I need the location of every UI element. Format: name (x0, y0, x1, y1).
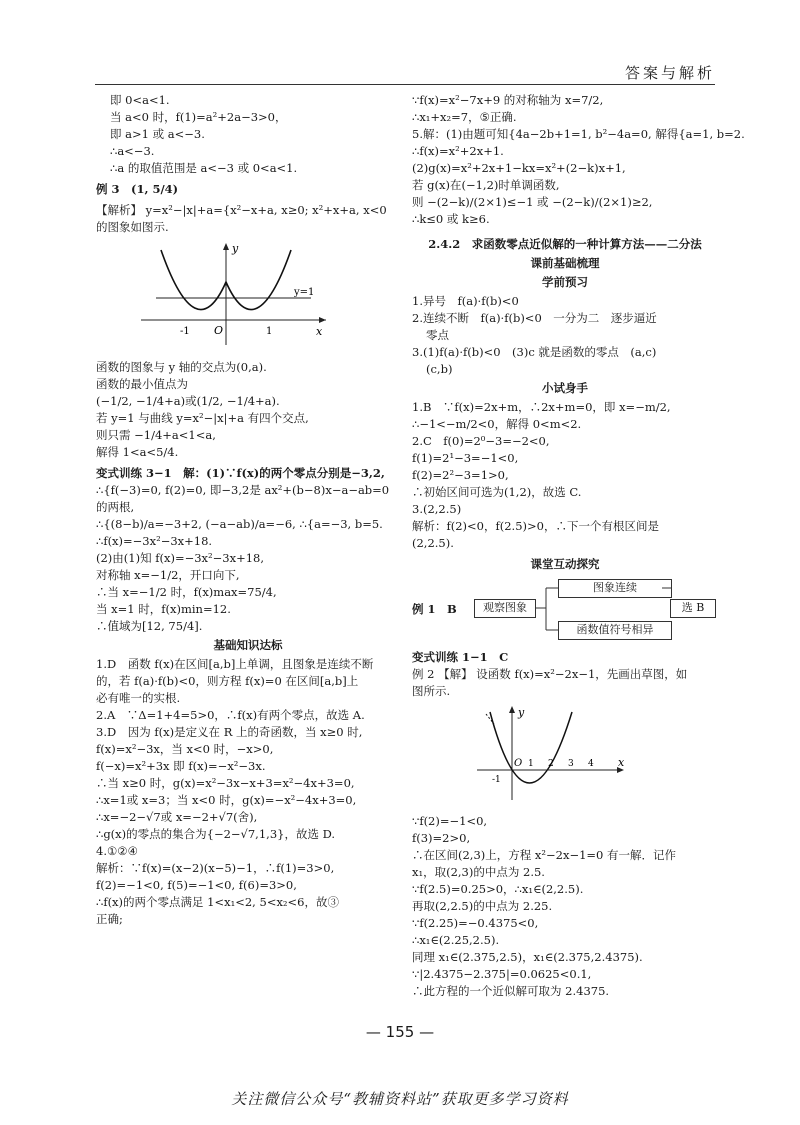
text-line: 3.D 因为 f(x)是定义在 R 上的奇函数，当 x≥0 时, (96, 725, 363, 739)
text-line: ∴当 x≥0 时，g(x)=x²−3x−x+3=x²−4x+3=0, (96, 776, 355, 790)
text-line: ∴{f(−3)=0, f(2)=0, 即−3,2是 ax²+(b−8)x−a−ab=0 (96, 483, 390, 497)
section-quiz-title: 小试身手 (542, 381, 588, 395)
text-line: ∵f(2.25)=−0.4375<0, (412, 916, 539, 930)
text-line: 4.①②④ (96, 844, 138, 858)
text-line: ∴此方程的一个近似解可取为 2.4375. (412, 984, 610, 998)
text-line: (2,2.5). (412, 536, 454, 550)
text-line: 零点 (426, 328, 449, 342)
text-line: ∴x₁+x₂=7，⑤正确. (412, 110, 517, 124)
graph1-x-label: x (316, 325, 323, 338)
flowchart (412, 577, 718, 645)
section-class-explore-title: 课堂互动探究 (530, 557, 600, 571)
text-line: 1.B ∵f(x)=2x+m，∴2x+m=0，即 x=−m/2, (412, 400, 671, 414)
text-line: x₁，取(2,3)的中点为 2.5. (412, 865, 545, 879)
text-line: ∴g(x)的零点的集合为{−2−√7,1,3}，故选 D. (96, 827, 336, 841)
text-line: 即 0<a<1. (110, 93, 170, 107)
text-line: ∴{(8−b)/a=−3+2, (−a−ab)/a=−6, ∴{a=−3, b=5. (96, 517, 383, 531)
text-line: 必有唯一的实根. (96, 691, 181, 705)
text-line: (2)由(1)知 f(x)=−3x²−3x+18, (96, 551, 264, 565)
text-line: 解得 1<a<5/4. (96, 445, 179, 459)
text-line: 1.异号 f(a)·f(b)<0 (412, 294, 519, 308)
graph2-tick: -1 (492, 775, 501, 785)
text-line: ∴f(x)的两个零点满足 1<x₁<2, 5<x₂<6，故③ (96, 895, 339, 909)
text-line: f(x)=x²−3x，当 x<0 时，−x>0, (96, 742, 274, 756)
page-number: — 155 — (365, 1023, 435, 1041)
text-line: ∴f(x)=x²+2x+1. (412, 144, 504, 158)
example-1-label: 例 1 B (412, 602, 457, 616)
graph2-tick: 2 (548, 759, 554, 769)
graph2-origin-label: O (514, 758, 523, 769)
text-line: 5.解：(1)由题可知{4a−2b+1=1, b²−4a=0, 解得{a=1, b=2. (412, 127, 745, 141)
section-basic-title: 基础知识达标 (213, 638, 283, 652)
graph2-tick: 1 (528, 759, 534, 769)
variant-3-1-title: 变式训练 3−1 解：(1)∵f(x)的两个零点分别是−3,2, (96, 466, 385, 480)
right-column (412, 92, 745, 1000)
text-line: ∴值域为[12, 75/4]. (96, 619, 203, 633)
graph1-neg-tick: -1 (180, 326, 190, 337)
text-line: 的两根, (96, 500, 135, 514)
text-line: ∵|2.4375−2.375|=0.0625<0.1, (412, 967, 592, 981)
text-line: 再取(2,2.5)的中点为 2.25. (412, 899, 553, 913)
text-line: 1.D 函数 f(x)在区间[a,b]上单调，且图象是连续不断 (96, 657, 374, 671)
text-line: 函数的图象与 y 轴的交点为(0,a). (96, 360, 267, 374)
text-line: ∴−1<−m/2<0，解得 0<m<2. (412, 417, 582, 431)
text-line: ∴初始区间可选为(1,2)，故选 C. (412, 485, 582, 499)
text-line: 2.C f(0)=2⁰−3=−2<0, (412, 434, 550, 448)
section-pre-class-title: 课前基础梳理 (530, 256, 600, 270)
text-line: 2.连续不断 f(a)·f(b)<0 一分为二 逐步逼近 (412, 311, 657, 325)
graph1-y-label: y (232, 242, 239, 255)
text-line: 若 g(x)在(−1,2)时单调函数, (412, 178, 560, 192)
flow-box-observe: 观察图象 (474, 599, 536, 618)
graph1-line-label: y=1 (294, 287, 315, 298)
text-line: 3.(2,2.5) (412, 502, 462, 516)
header-title: 答案与解析 (624, 64, 715, 82)
text-line: (2)g(x)=x²+2x+1−kx=x²+(2−k)x+1, (412, 161, 626, 175)
flow-box-sign: 函数值符号相异 (558, 621, 672, 640)
text-line: f(3)=2>0, (412, 831, 471, 845)
example-3-figure-caption: 的图象如图示. (96, 220, 169, 234)
text-line: ∴在区间(2,3)上，方程 x²−2x−1=0 有一解．记作 (412, 848, 677, 862)
text-line: (c,b) (426, 362, 453, 376)
text-line: ∴x₁∈(2.25,2.5). (412, 933, 500, 947)
text-line: 2.A ∵Δ=1+4=5>0，∴f(x)有两个零点，故选 A. (96, 708, 365, 722)
text-line: 解析：∵f(x)=(x−2)(x−5)−1，∴f(1)=3>0, (96, 861, 335, 875)
text-line: 对称轴 x=−1/2，开口向下, (96, 568, 240, 582)
section-2-4-2-title: 2.4.2 求函数零点近似解的一种计算方法——二分法 (428, 237, 702, 251)
flow-box-choose: 选 B (670, 599, 716, 618)
text-line: ∴k≤0 或 k≥6. (412, 212, 490, 226)
text-line: 若 y=1 与曲线 y=x²−|x|+a 有四个交点, (96, 411, 309, 425)
text-line: 解析：f(2)<0，f(2.5)>0，∴下一个有根区间是 (412, 519, 659, 533)
graph2-tick: 4 (588, 759, 594, 769)
graph2-tick: 3 (568, 759, 574, 769)
footer-note: 关注微信公众号“教辅资料站”获取更多学习资料 (231, 1090, 569, 1108)
text-line: f(1)=2¹−3=−1<0, (412, 451, 519, 465)
variant-1-1: 变式训练 1−1 C (412, 650, 509, 664)
graph2-x-label: x (618, 756, 625, 769)
left-column (96, 92, 400, 928)
text-line: ∴x=1或 x=3；当 x<0 时，g(x)=−x²−4x+3=0, (96, 793, 357, 807)
text-line: 3.(1)f(a)·f(b)<0 (3)c 就是函数的零点 (a,c) (412, 345, 657, 359)
text-line: ∴a 的取值范围是 a<−3 或 0<a<1. (110, 161, 298, 175)
text-line: f(−x)=x²+3x 即 f(x)=−x²−3x. (96, 759, 266, 773)
text-line: ∴当 x=−1/2 时，f(x)max=75/4, (96, 585, 277, 599)
text-line: ∵f(2.5)=0.25>0，∴x₁∈(2,2.5). (412, 882, 584, 896)
example-3-title: 例 3 (1, 5/4) (96, 182, 179, 196)
text-line: f(2)=−1<0, f(5)=−1<0, f(6)=3>0, (96, 878, 297, 892)
graph1-origin-label: O (214, 324, 224, 337)
text-line: ∴a<−3. (110, 144, 155, 158)
text-line: 则 −(2−k)/(2×1)≤−1 或 −(2−k)/(2×1)≥2, (412, 195, 653, 209)
flow-box-continuous: 图象连续 (558, 579, 672, 598)
page-number-value: 155 (385, 1023, 415, 1041)
text-line: ∴f(x)=−3x²−3x+18. (96, 534, 213, 548)
graph2-y-label: y (518, 706, 525, 719)
text-line: 则只需 −1/4+a<1<a, (96, 428, 216, 442)
text-line: 当 a<0 时，f(1)=a²+2a−3>0， (110, 110, 287, 124)
text-line: 图所示. (412, 684, 451, 698)
graph1-pos-tick: 1 (266, 326, 273, 337)
text-line: 正确; (96, 912, 123, 926)
text-line: ∵f(2)=−1<0, (412, 814, 488, 828)
text-line: 的，若 f(a)·f(b)<0，则方程 f(x)=0 在区间[a,b]上 (96, 674, 359, 688)
text-line: 当 x=1 时，f(x)min=12. (96, 602, 231, 616)
text-line: 例 2 【解】 设函数 f(x)=x²−2x−1，先画出草图，如 (412, 667, 688, 681)
text-line: ∴x=−2−√7或 x=−2+√7(舍), (96, 810, 258, 824)
text-line: (−1/2, −1/4+a)或(1/2, −1/4+a). (96, 394, 280, 408)
text-line: ∵f(x)=x²−7x+9 的对称轴为 x=7/2, (412, 93, 604, 107)
graph-parabola-x2-2x-1 (472, 704, 632, 804)
text-line: f(2)=2²−3=1>0, (412, 468, 509, 482)
example-3-analysis: 【解析】 y=x²−|x|+a={x²−x+a, x≥0; x²+x+a, x<0 (96, 203, 387, 217)
section-preview-title: 学前预习 (542, 275, 588, 289)
text-line: 即 a>1 或 a<−3. (110, 127, 205, 141)
text-line: 函数的最小值点为 (96, 377, 188, 391)
page-header (95, 52, 715, 85)
graph-abs-parabola (136, 240, 336, 350)
text-line: 同理 x₁∈(2.375,2.5)，x₁∈(2.375,2.4375). (412, 950, 643, 964)
